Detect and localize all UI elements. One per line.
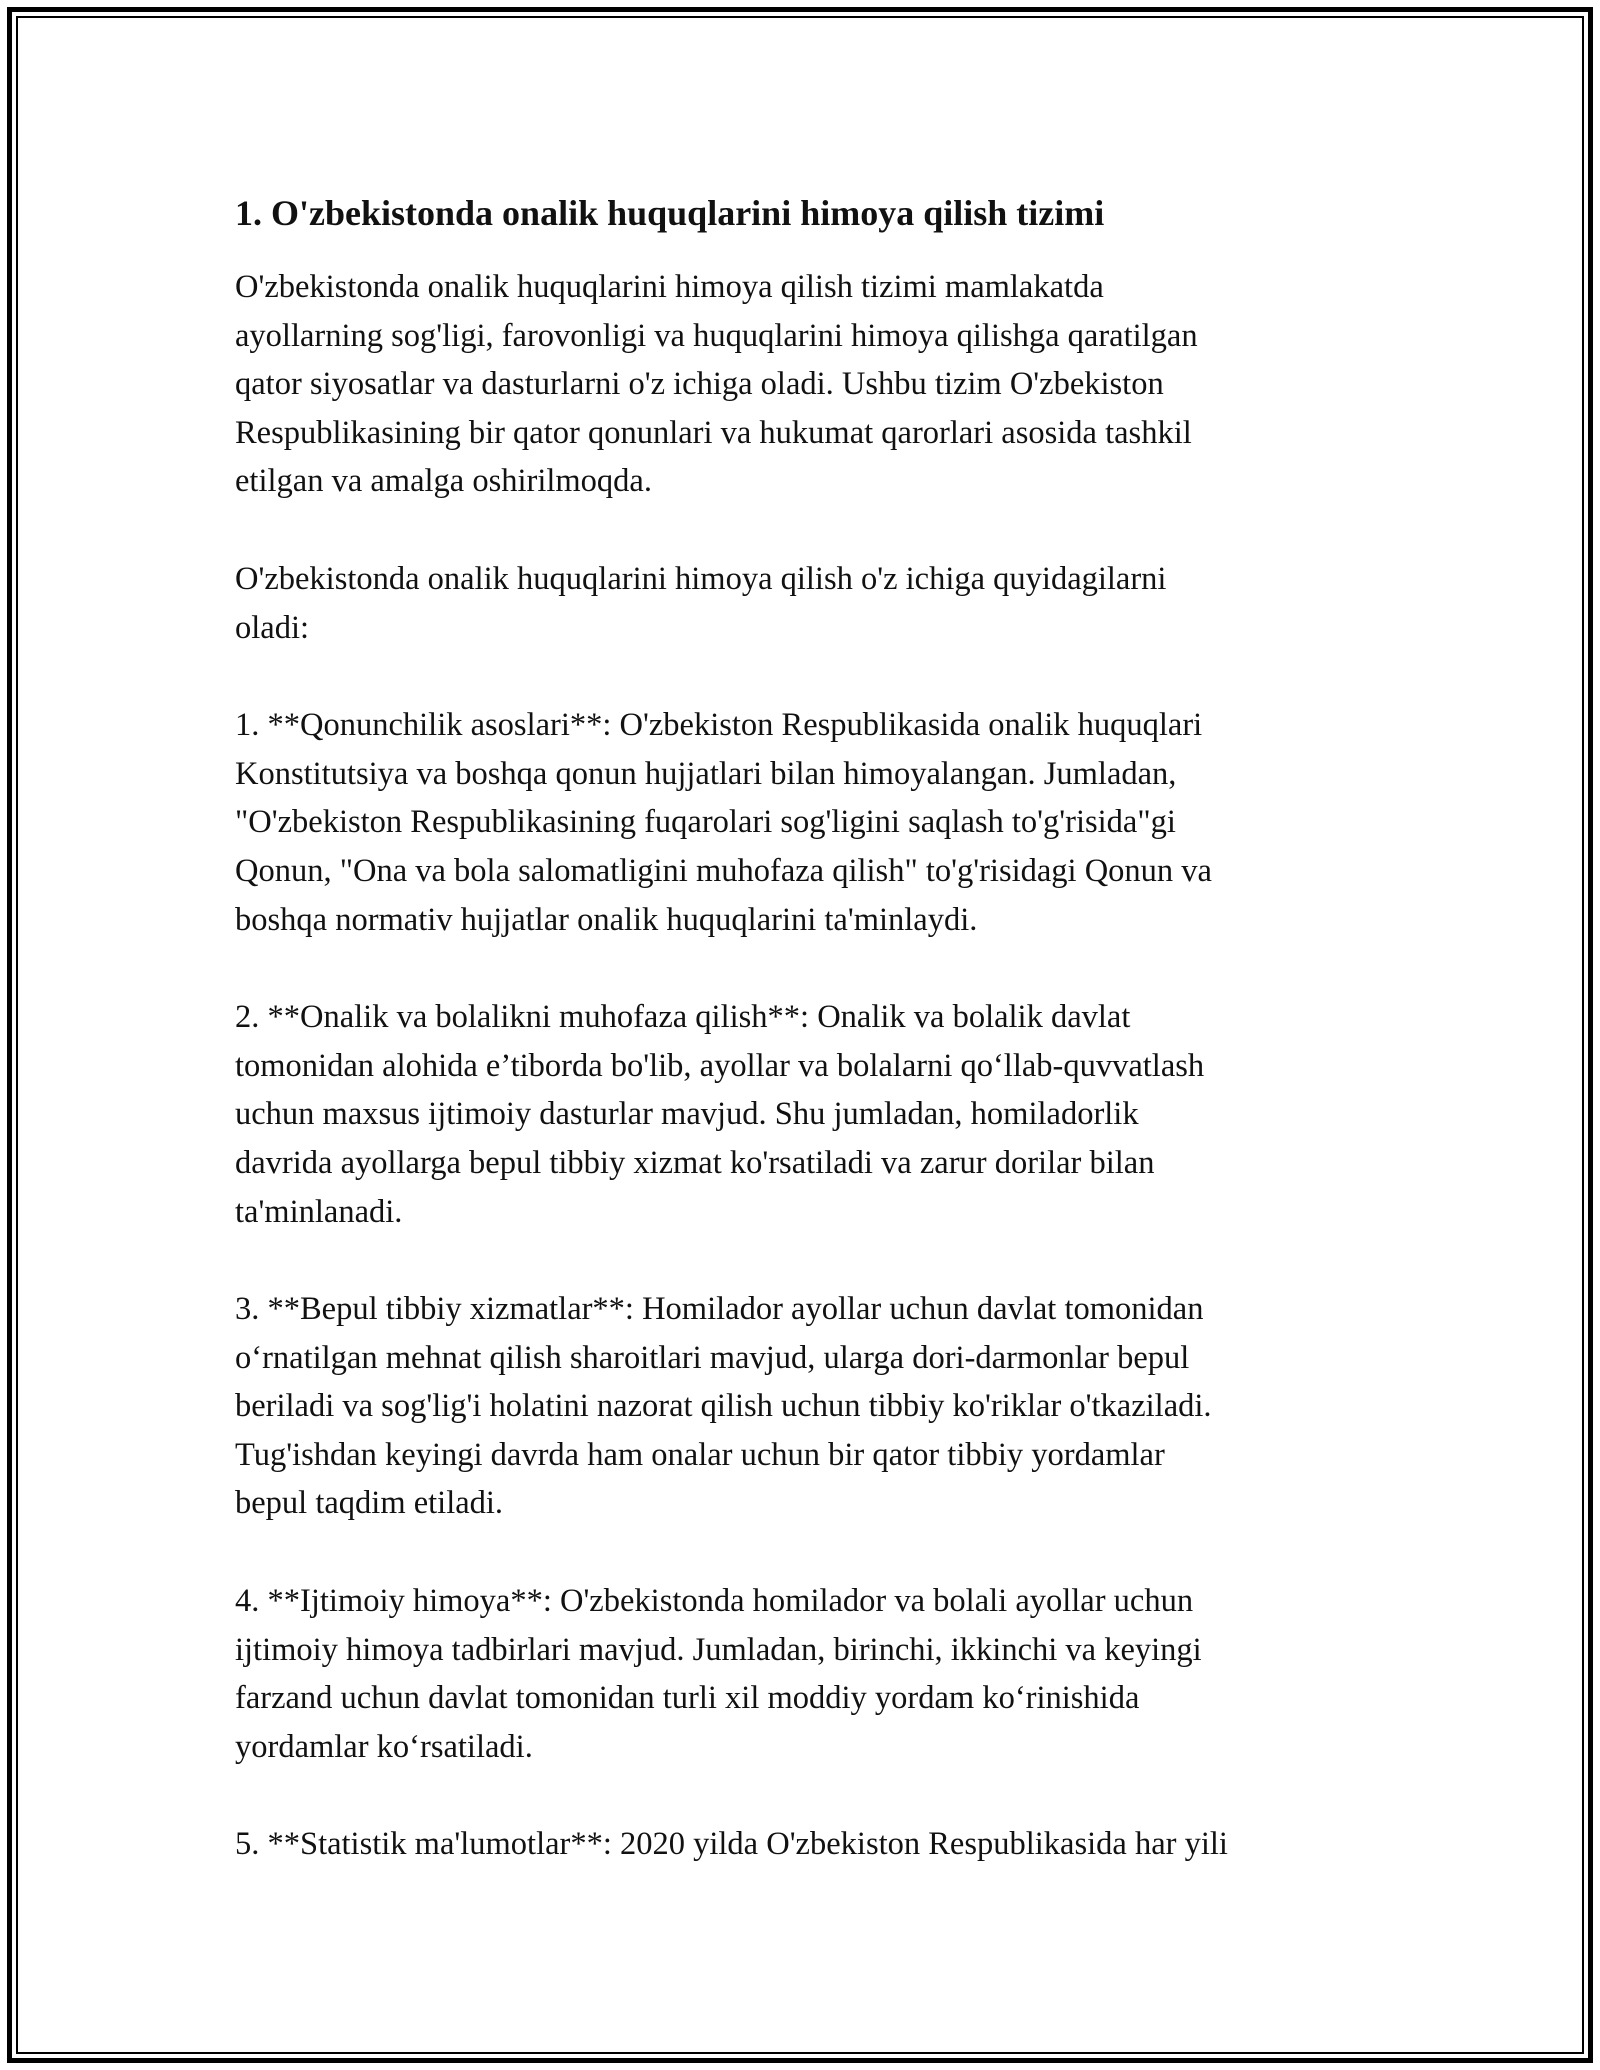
paragraph xyxy=(235,1820,1385,1869)
document-body xyxy=(235,263,1385,1869)
paragraph-line: oladi: xyxy=(235,609,310,646)
document-page xyxy=(235,185,1385,1918)
paragraph-line: uchun maxsus ijtimoiy dasturlar mavjud. Shu jumladan, homiladorlik xyxy=(235,1096,1139,1133)
paragraph-line: Tug'ishdan keyingi davrda ham onalar uchun bir qator tibbiy yordamlar xyxy=(235,1436,1165,1473)
paragraph-line: qator siyosatlar va dasturlarni o'z ichiga oladi. Ushbu tizim O'zbekiston xyxy=(235,366,1164,403)
paragraph-line: Respublikasining bir qator qonunlari va hukumat qarorlari asosida tashkil xyxy=(235,414,1192,451)
paragraph-line: etilgan va amalga oshirilmoqda. xyxy=(235,463,652,500)
paragraph-line: ayollarning sog'ligi, farovonligi va huquqlarini himoya qilishga qaratilgan xyxy=(235,317,1198,354)
document-title: 1. O'zbekistonda onalik huquqlarini himoya qilish tizimi xyxy=(235,193,1105,233)
paragraph-line: 2. **Onalik va bolalikni muhofaza qilish**: Onalik va bolalik davlat xyxy=(235,999,1131,1036)
paragraph xyxy=(235,555,1385,652)
paragraph xyxy=(235,1577,1385,1771)
paragraph-line: farzand uchun davlat tomonidan turli xil moddiy yordam ko‘rinishida xyxy=(235,1680,1140,1717)
paragraph-line: Qonun, "Ona va bola salomatligini muhofaza qilish" to'g'risidagi Qonun va xyxy=(235,852,1212,889)
paragraph xyxy=(235,1285,1385,1528)
paragraph-line: tomonidan alohida e’tiborda bo'lib, ayollar va bolalarni qo‘llab-quvvatlash xyxy=(235,1047,1205,1084)
paragraph-line: yordamlar ko‘rsatiladi. xyxy=(235,1728,533,1765)
paragraph-line: davrida ayollarga bepul tibbiy xizmat ko'rsatiladi va zarur dorilar bilan xyxy=(235,1144,1155,1181)
paragraph-line: 4. **Ijtimoiy himoya**: O'zbekistonda homilador va bolali ayollar uchun xyxy=(235,1583,1194,1620)
paragraph-line: ijtimoiy himoya tadbirlari mavjud. Jumladan, birinchi, ikkinchi va keyingi xyxy=(235,1631,1202,1668)
paragraph-line: ta'minlanadi. xyxy=(235,1193,403,1230)
paragraph xyxy=(235,263,1385,506)
paragraph-line: 1. **Qonunchilik asoslari**: O'zbekiston Respublikasida onalik huquqlari xyxy=(235,707,1203,744)
paragraph-line: bepul taqdim etiladi. xyxy=(235,1485,504,1522)
paragraph-line: 5. **Statistik ma'lumotlar**: 2020 yilda O'zbekiston Respublikasida har yili xyxy=(235,1826,1228,1863)
paragraph xyxy=(235,701,1385,944)
paragraph-line: O'zbekistonda onalik huquqlarini himoya qilish o'z ichiga quyidagilarni xyxy=(235,560,1167,597)
paragraph-line: o‘rnatilgan mehnat qilish sharoitlari mavjud, ularga dori-darmonlar bepul xyxy=(235,1339,1190,1376)
paragraph-line: Konstitutsiya va boshqa qonun hujjatlari bilan himoyalangan. Jumladan, xyxy=(235,755,1177,792)
paragraph xyxy=(235,993,1385,1236)
paragraph-line: O'zbekistonda onalik huquqlarini himoya qilish tizimi mamlakatda xyxy=(235,269,1104,305)
paragraph-line: 3. **Bepul tibbiy xizmatlar**: Homilador ayollar uchun davlat tomonidan xyxy=(235,1291,1204,1328)
paragraph-line: beriladi va sog'lig'i holatini nazorat qilish uchun tibbiy ko'riklar o'tkaziladi. xyxy=(235,1388,1212,1425)
paragraph-line: boshqa normativ hujjatlar onalik huquqlarini ta'minlaydi. xyxy=(235,901,978,938)
paragraph-line: "O'zbekiston Respublikasining fuqarolari sog'ligini saqlash to'g'risida"gi xyxy=(235,804,1176,841)
